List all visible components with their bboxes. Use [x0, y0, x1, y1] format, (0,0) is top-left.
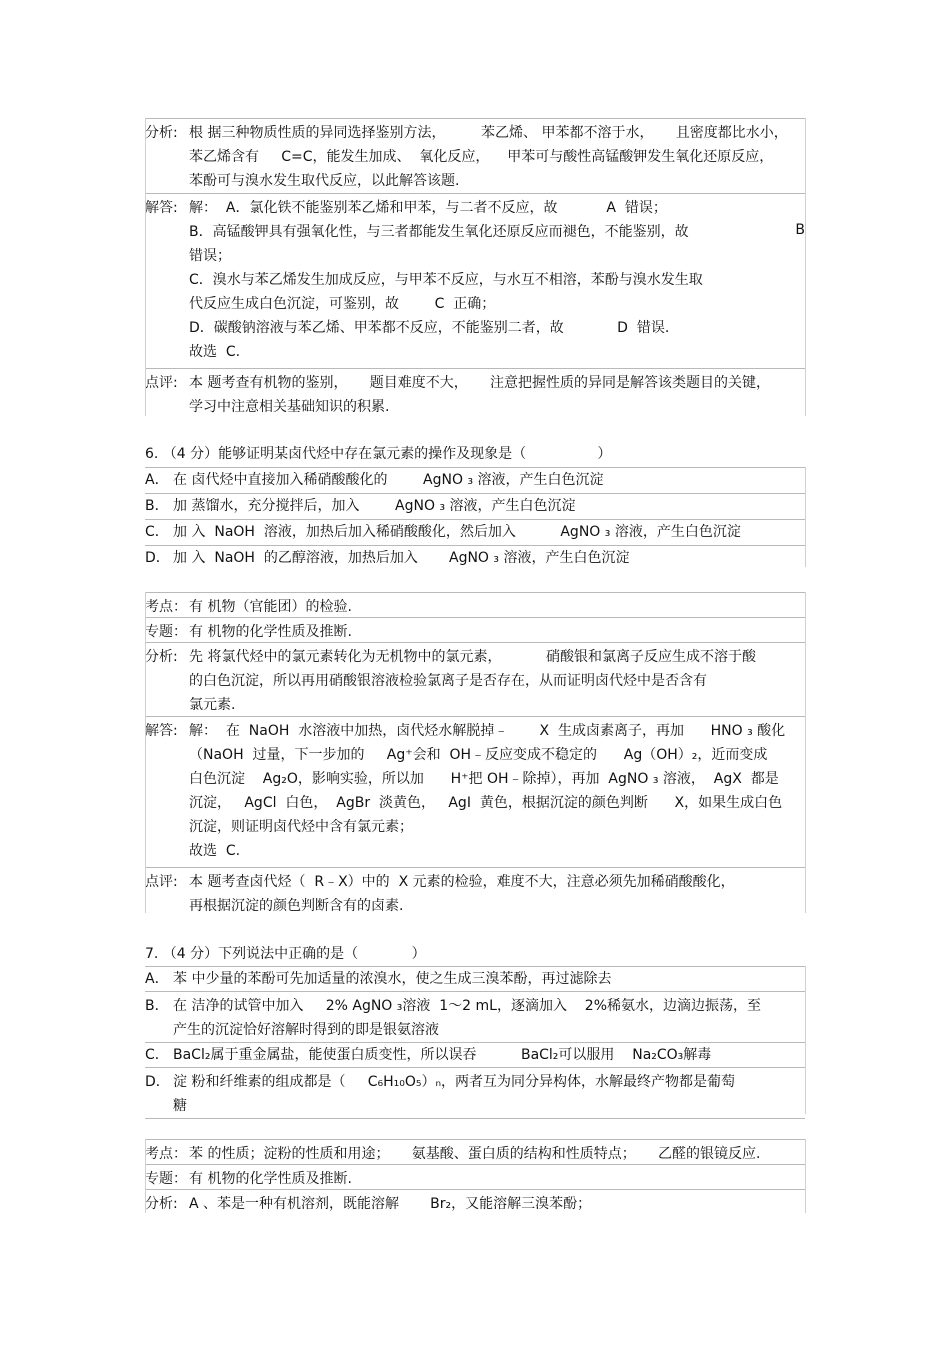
zhuanti-text: 有 机物的化学性质及推断. [189, 624, 352, 640]
answer-line: 故选 C. [189, 843, 241, 859]
q6-stem: 6. （4 分）能够证明某卤代烃中存在氯元素的操作及现象是（ ） [145, 446, 612, 462]
option-text: 加 入 NaOH 的乙醇溶液，加热后加入 AgNO ₃ 溶液，产生白色沉淀 [173, 550, 630, 566]
comment-line: 再根据沉淀的颜色判断含有的卤素. [189, 898, 404, 914]
q6-option-c [145, 519, 805, 545]
q6-table-left-border [145, 592, 146, 913]
q6-kaodian-row [145, 592, 805, 617]
option-text: 在 卤代烃中直接加入稀硝酸酸化的 AgNO ₃ 溶液，产生白色沉淀 [173, 472, 604, 488]
option-label: C． [145, 1047, 169, 1063]
answer-line: B．高锰酸钾具有强氧化性，与三者都能发生氧化还原反应而褪色，不能鉴别，故 [189, 224, 689, 240]
answer-line: 故选 C. [189, 344, 241, 360]
kaodian-text: 有 机物（官能团）的检验. [189, 599, 352, 615]
answer-label: 解答: [145, 200, 178, 216]
option-label: C． [145, 524, 169, 540]
analysis-label: 分析: [145, 649, 178, 665]
q6-options-right-border [805, 467, 806, 567]
q7-option-d [145, 1067, 805, 1119]
option-label: A． [145, 971, 169, 987]
q6-options [145, 467, 805, 571]
q7-analysis-row [145, 1189, 805, 1214]
q7-solution-table [145, 1139, 805, 1214]
option-text: BaCl₂属于重金属盐，能使蛋白质变性，所以误吞 BaCl₂可以服用 Na₂CO₃解毒 [173, 1047, 712, 1063]
answer-line: （NaOH 过量，下一步加的 Ag⁺会和 OH﹣反应变成不稳定的 Ag（OH）₂，近而变成 [189, 747, 768, 763]
q6-analysis-row [145, 642, 805, 716]
zhuanti-text: 有 机物的化学性质及推断. [189, 1171, 352, 1187]
q6-option-a [145, 467, 805, 493]
option-label: B． [145, 498, 169, 514]
analysis-label: 分析: [145, 1196, 178, 1212]
comment-line: 本 题考查有机物的鉴别， 题目难度不大， 注意把握性质的异同是解答该类题目的关键， [189, 375, 770, 391]
analysis-label: 分析: [145, 125, 178, 141]
option-text: 在 洁净的试管中加入 2% AgNO ₃溶液 1～2 mL，逐滴加入 2%稀氨水，边滴边振荡，至 [173, 998, 761, 1014]
analysis-line: 根 据三种物质性质的异同选择鉴别方法， 苯乙烯、 甲苯都不溶于水， 且密度都比水小， [189, 125, 788, 141]
comment-line: 学习中注意相关基础知识的积累. [189, 399, 390, 415]
answer-line: 代反应生成白色沉淀，可鉴别，故 C 正确； [189, 296, 496, 312]
kaodian-label: 考点： [145, 1146, 187, 1162]
option-text: 糖 [173, 1098, 187, 1114]
q7-option-b [145, 991, 805, 1042]
answer-line: 解： A．氯化铁不能鉴别苯乙烯和甲苯，与二者不反应，故 A 错误； [189, 200, 667, 216]
option-text: 加 蒸馏水，充分搅拌后，加入 AgNO ₃ 溶液，产生白色沉淀 [173, 498, 576, 514]
answer-line: 解： 在 NaOH 水溶液中加热，卤代烃水解脱掉﹣ X 生成卤素离子，再加 HNO ₃ 酸化 [189, 723, 786, 739]
comment-label: 点评: [145, 375, 178, 391]
q5-analysis-row [145, 118, 805, 193]
q7-kaodian-row [145, 1139, 805, 1164]
option-label: B． [145, 998, 169, 1014]
analysis-line: A 、苯是一种有机溶剂，既能溶解 Br₂，又能溶解三溴苯酚； [189, 1196, 592, 1212]
q7-options-right-border [805, 966, 806, 1114]
q5-table-right-border [805, 118, 806, 416]
q5-answer-row [145, 193, 805, 368]
analysis-line: 先 将氯代烃中的氯元素转化为无机物中的氯元素， 硝酸银和氯离子反应生成不溶于酸 [189, 649, 756, 665]
q6-answer-row [145, 716, 805, 867]
q7-stem: 7. （4 分）下列说法中正确的是（ ） [145, 946, 426, 962]
q7-options [145, 966, 805, 1119]
q6-table-right-border [805, 592, 806, 913]
q7-table-left-border [145, 1139, 146, 1213]
option-label: A． [145, 472, 169, 488]
answer-option-b-letter: B [795, 222, 805, 238]
q5-table-left-border [145, 118, 146, 416]
q5-solution-table [145, 118, 805, 419]
comment-line: 本 题考查卤代烃（ R﹣X）中的 X 元素的检验，难度不大，注意必须先加稀硝酸酸化， [189, 874, 735, 890]
analysis-line: 的白色沉淀，所以再用硝酸银溶液检验氯离子是否存在，从而证明卤代烃中是否含有 [189, 673, 707, 689]
answer-line: 错误； [189, 248, 231, 264]
kaodian-text: 苯 的性质；淀粉的性质和用途； 氨基酸、蛋白质的结构和性质特点； 乙醛的银镜反应. [189, 1146, 761, 1162]
answer-line: 沉淀，则证明卤代烃中含有氯元素； [189, 819, 413, 835]
q7-option-c [145, 1042, 805, 1067]
analysis-line: 氯元素. [189, 697, 236, 713]
option-label: D． [145, 550, 170, 566]
option-text: 苯 中少量的苯酚可先加适量的浓溴水，使之生成三溴苯酚，再过滤除去 [173, 971, 612, 987]
comment-label: 点评: [145, 874, 178, 890]
option-label: D． [145, 1074, 170, 1090]
q7-table-right-border [805, 1139, 806, 1213]
answer-line: 沉淀， AgCl 白色， AgBr 淡黄色， AgI 黄色，根据沉淀的颜色判断 X，如果生成白色 [189, 795, 783, 811]
kaodian-label: 考点： [145, 599, 187, 615]
q7-option-a [145, 966, 805, 991]
zhuanti-label: 专题： [145, 1171, 187, 1187]
q6-solution-table [145, 592, 805, 918]
analysis-line: 苯乙烯含有 C=C，能发生加成、 氧化反应， 甲苯可与酸性高锰酸钾发生氧化还原反应， [189, 149, 774, 165]
zhuanti-label: 专题： [145, 624, 187, 640]
answer-label: 解答: [145, 723, 178, 739]
answer-line: D．碳酸钠溶液与苯乙烯、甲苯都不反应，不能鉴别二者，故 D 错误. [189, 320, 670, 336]
q6-zhuanti-row [145, 617, 805, 642]
option-text: 加 入 NaOH 溶液，加热后加入稀硝酸酸化，然后加入 AgNO ₃ 溶液，产生白色沉淀 [173, 524, 741, 540]
analysis-line: 苯酚可与溴水发生取代反应，以此解答该题. [189, 173, 460, 189]
answer-line: C．溴水与苯乙烯发生加成反应，与甲苯不反应，与水互不相溶，苯酚与溴水发生取 [189, 272, 703, 288]
q7-zhuanti-row [145, 1164, 805, 1189]
answer-line: 白色沉淀 Ag₂O，影响实验，所以加 H⁺把 OH﹣除掉），再加 AgNO ₃ 溶液， AgX 都是 [189, 771, 779, 787]
option-text: 产生的沉淀恰好溶解时得到的即是银氨溶液 [173, 1022, 439, 1038]
option-text: 淀 粉和纤维素的组成都是（ C₆H₁₀O₅）ₙ，两者互为同分异构体，水解最终产物都是葡萄 [173, 1074, 736, 1090]
q6-option-d [145, 545, 805, 571]
q6-option-b [145, 493, 805, 519]
q6-comment-row [145, 867, 805, 918]
q5-comment-row [145, 368, 805, 419]
